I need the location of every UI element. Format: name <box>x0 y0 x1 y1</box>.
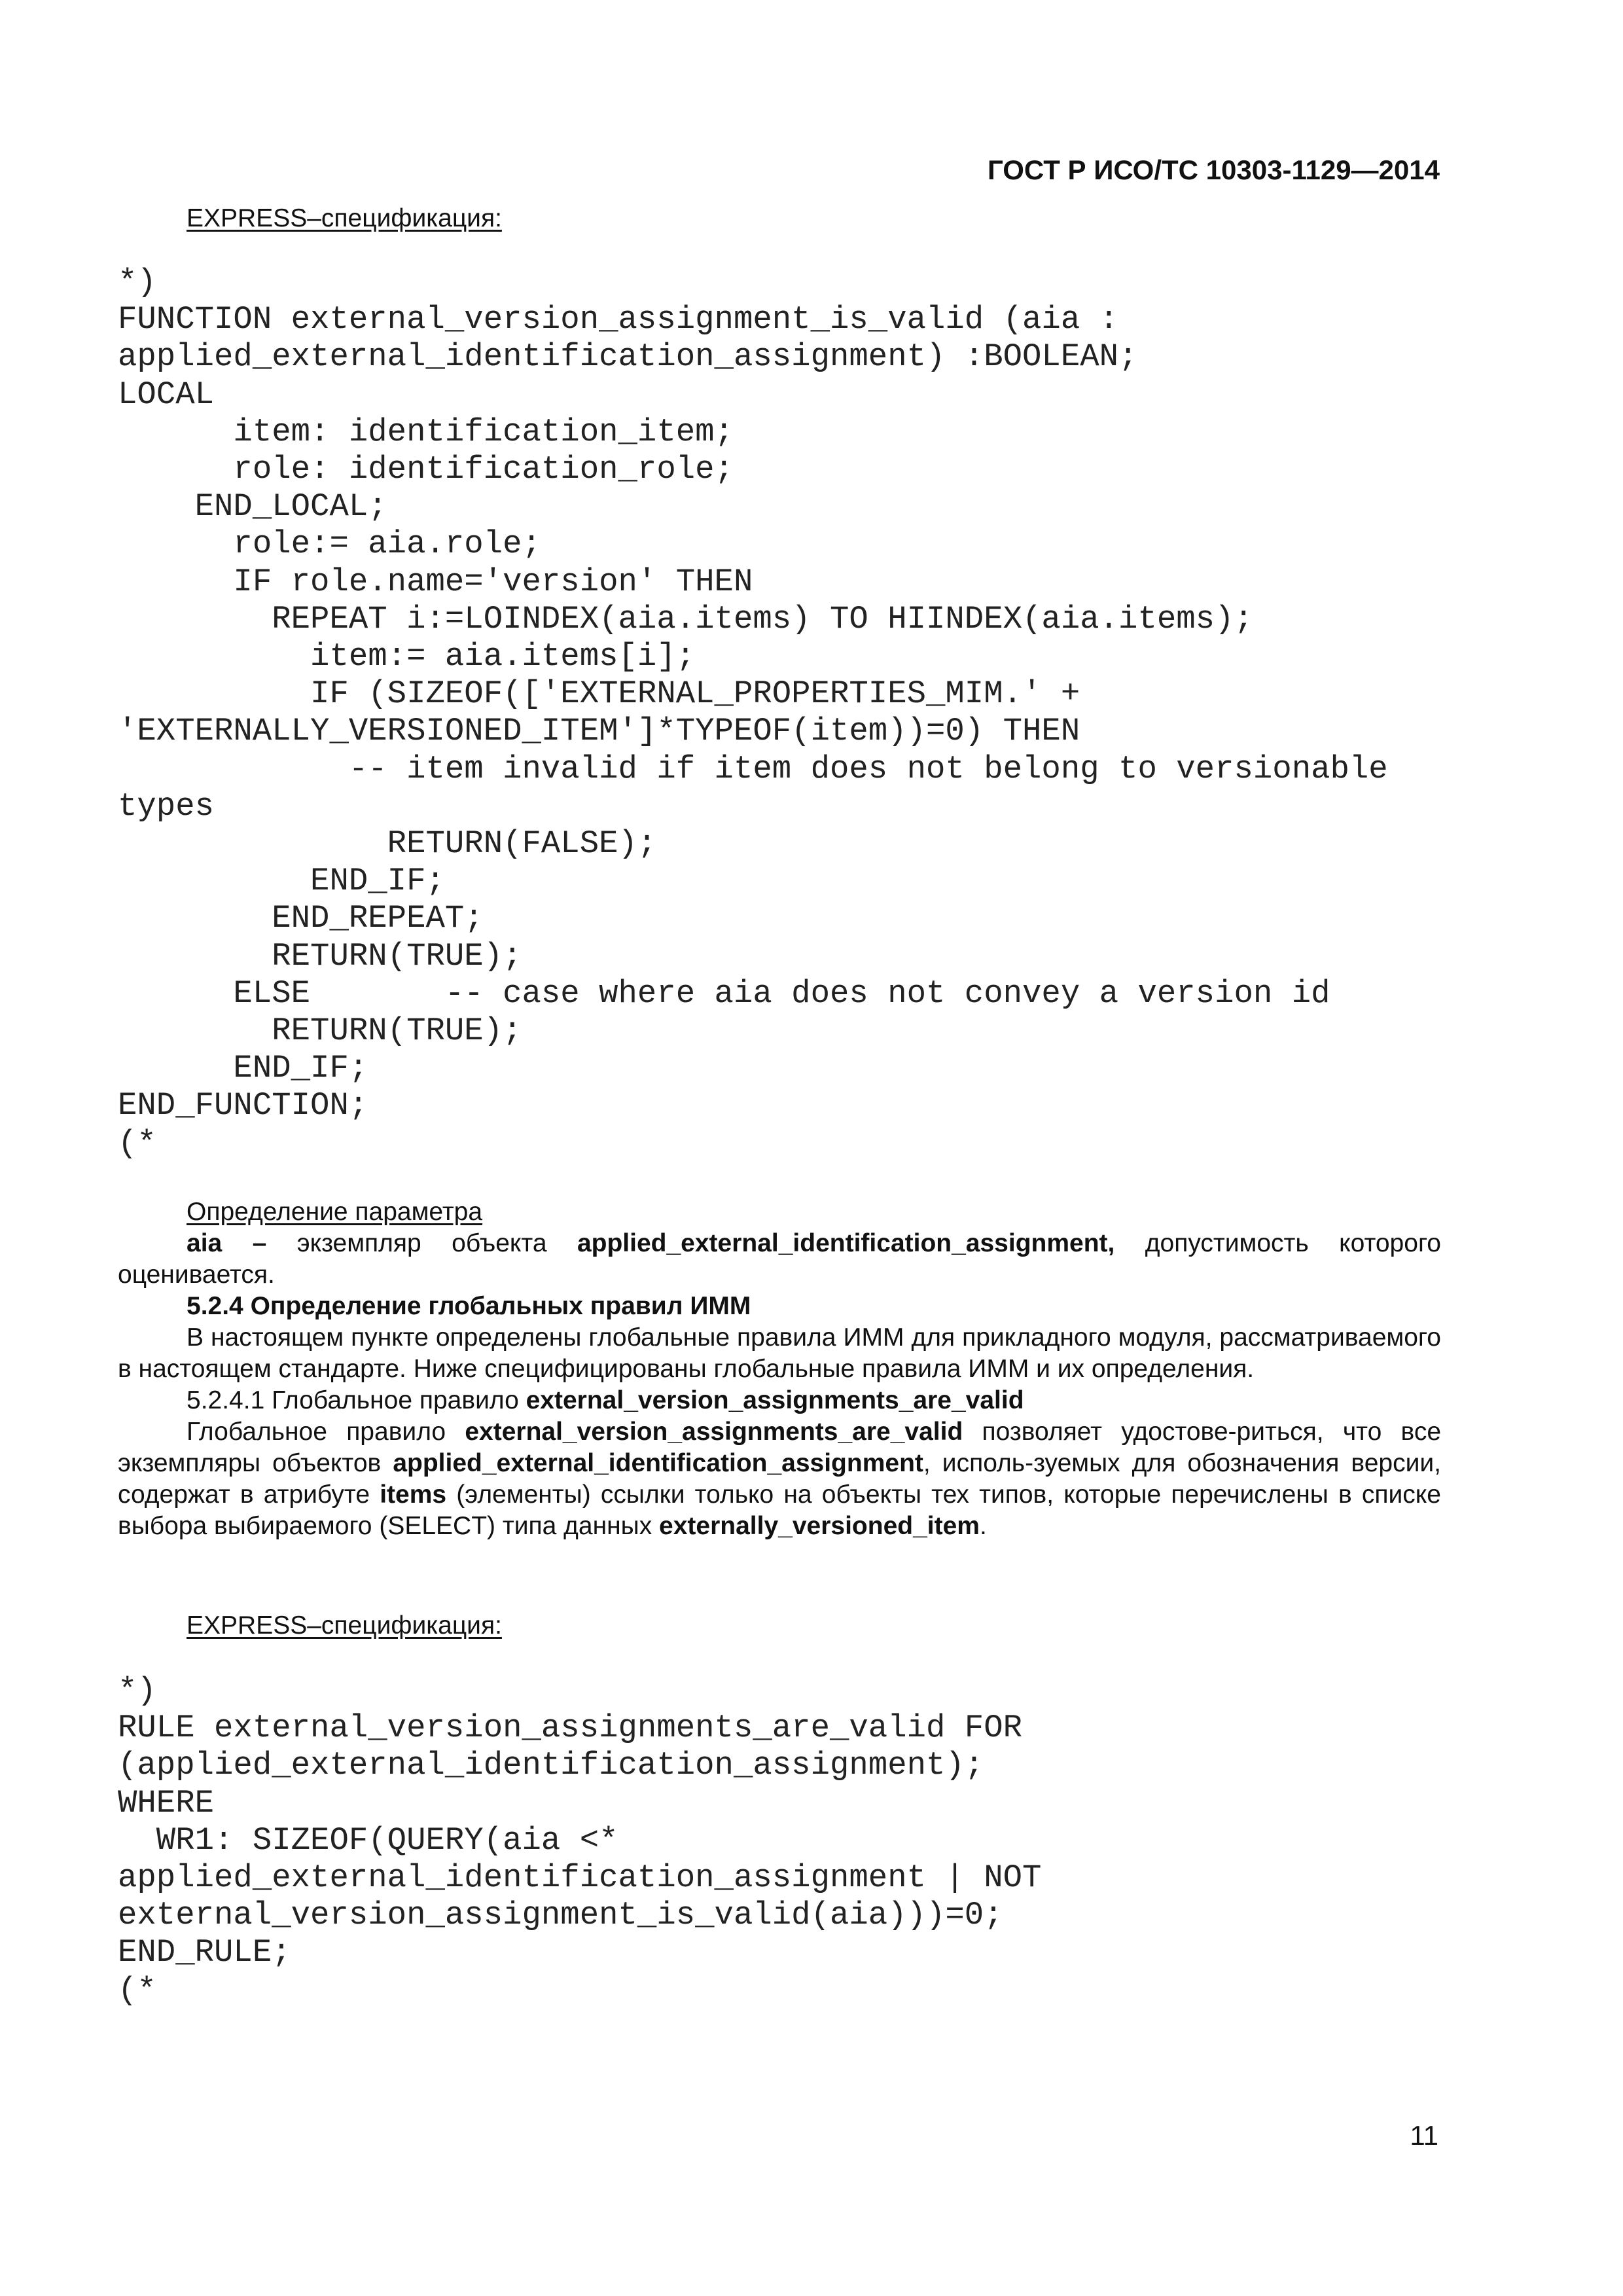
section-heading-5-2-4: 5.2.4 Определение глобальных правил ИММ <box>187 1292 751 1320</box>
rule-name: external_version_assignments_are_valid <box>526 1386 1024 1414</box>
section-5-2-4-1-paragraph: Глобальное правило external_version_assignments_are_valid позволяет удостове-риться, что все экземпляры объектов applied_external_identification_assignment, исполь-зуемых для обозначения версии, содержат в атрибуте items (элементы) ссылки только на объекты тех типов, которые перечислены в списке выбора выбираемого (SELECT) типа данных externally_versioned_item. <box>118 1418 1442 1540</box>
express-rule-code: *) RULE external_version_assignments_are_valid FOR (applied_external_identification_assignment); WHERE WR1: SIZEOF(QUERY(aia <* applied_external_identification_assignment | NOT external_version_assignment_is_valid(aia)))=0; END_RULE; (* <box>118 1672 1042 2009</box>
standard-header: ГОСТ Р ИСО/ТС 10303-1129—2014 <box>987 154 1440 185</box>
parameter-definition-heading: Определение параметра <box>187 1198 483 1226</box>
page-number: 11 <box>1410 2120 1438 2151</box>
section-heading-5-2-4-1: 5.2.4.1 Глобальное правило external_version_assignments_are_valid <box>187 1386 1024 1414</box>
parameter-definition-paragraph: aia – экземпляр объекта applied_external_identification_assignment, допустимость которого оценивается. <box>118 1229 1441 1289</box>
prose-block <box>118 1228 1441 1542</box>
parameter-name: aia – <box>187 1229 267 1257</box>
section-5-2-4-paragraph: В настоящем пункте определены глобальные правила ИММ для прикладного модуля, рассматриваемого в настоящем стандарте. Ниже специфицированы глобальные правила ИММ и их определения. <box>118 1323 1441 1383</box>
express-function-code: *) FUNCTION external_version_assignment_is_valid (aia : applied_external_identification_assignment) :BOOLEAN; LOCAL item: identification_item; role: identification_role; END_LOCAL; role:= aia.role; IF role.name='version' THEN REPEAT i:=LOINDEX(aia.items) TO HIINDEX(aia.items); item:= aia.items[i]; IF (SIZEOF(['EXTERNAL_PROPERTIES_MIM.' + 'EXTERNALLY_VERSIONED_ITEM']*TYPEOF(item))=0) THEN -- item invalid if item does not belong to versionable types RETURN(FALSE); END_IF; END_REPEAT; RETURN(TRUE); ELSE -- case where aia does not convey a version id RETURN(TRUE); END_IF; END_FUNCTION; (* <box>118 264 1388 1162</box>
express-spec-label: EXPRESS–спецификация: <box>187 204 502 232</box>
express-spec-label-2: EXPRESS–спецификация: <box>187 1611 502 1640</box>
entity-name: applied_external_identification_assignment, <box>577 1229 1115 1257</box>
